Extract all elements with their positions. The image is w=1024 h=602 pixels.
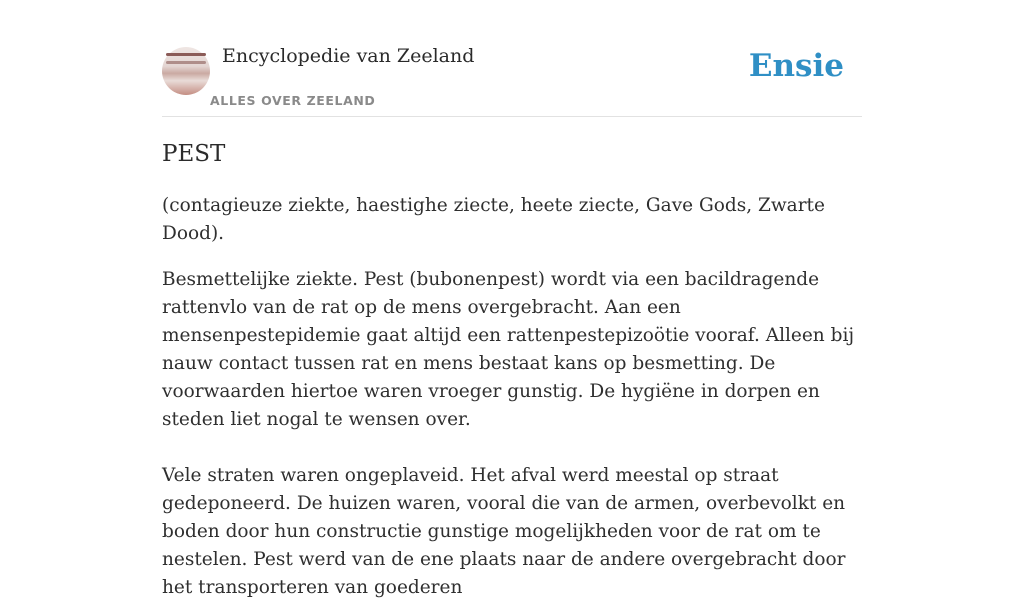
entry-paragraph: Vele straten waren ongeplaveid. Het afval werd meestal op straat gedeponeerd. De huizen waren, vooral die van de armen, overbevolkt en boden door hun constructie gunstige mogelijkheden voor de rat om te nestelen. Pest werd van de ene plaats naar de andere overgebracht door het transporteren van goederen — [162, 465, 846, 598]
site-subtitle: ALLES OVER ZEELAND — [210, 93, 376, 108]
entry-title: PEST — [162, 141, 226, 167]
site-header — [162, 0, 862, 117]
entry-synonyms: (contagieuze ziekte, haestighe ziecte, heete ziecte, Gave Gods, Zwarte Dood). — [162, 195, 825, 244]
entry-content — [162, 138, 862, 602]
avatar-band — [166, 61, 206, 64]
site-avatar[interactable] — [162, 47, 210, 95]
site-title[interactable]: Encyclopedie van Zeeland — [222, 45, 475, 67]
entry-paragraph: Besmettelijke ziekte. Pest (bubonenpest) wordt via een bacildragende rattenvlo van de rat op de mens overgebracht. Aan een mensenpestepidemie gaat altijd een rattenpestepizoötie vooraf. Alleen bij nauw contact tussen rat en mens bestaat kans op besmetting. De voorwaarden hiertoe waren vroeger gunstig. De hygiëne in dorpen en steden liet nogal te wensen over. — [162, 269, 855, 430]
avatar-band — [166, 53, 206, 56]
brand-logo-link[interactable]: Ensie — [748, 48, 844, 84]
